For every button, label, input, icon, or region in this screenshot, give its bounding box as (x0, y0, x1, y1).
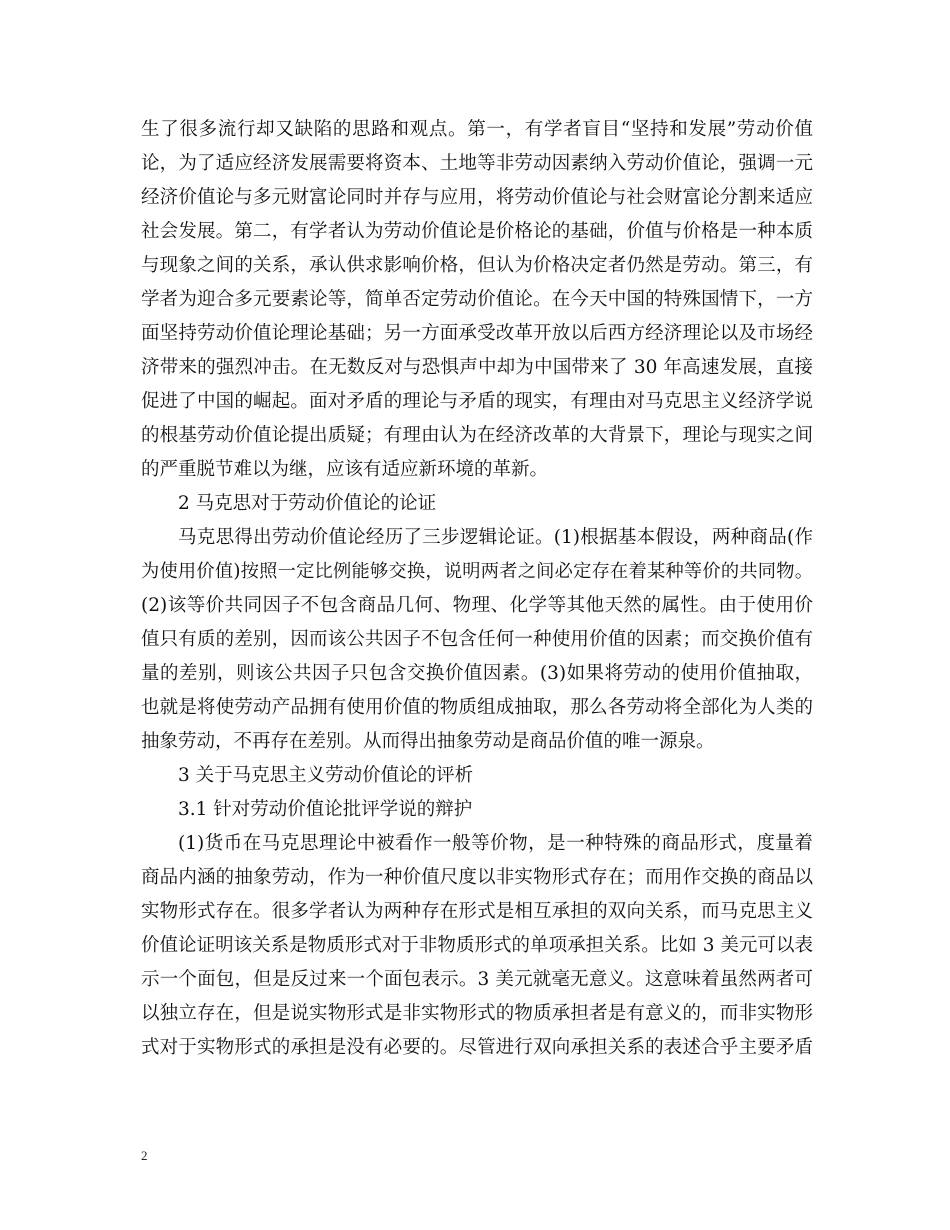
body-line: 经济价值论与多元财富论同时并存与应用，将劳动价值论与社会财富论分割来适应 (141, 187, 813, 208)
body-line: 的根基劳动价值论提出质疑；有理由认为在经济改革的大背景下，理论与现实之间 (141, 425, 813, 446)
body-line: 促进了中国的崛起。面对矛盾的理论与矛盾的现实，有理由对马克思主义经济学说 (141, 391, 813, 412)
body-line: 以独立存在，但是说实物形式是非实物形式的物质承担者是有意义的，而非实物形 (141, 1003, 813, 1024)
page-number: 2 (141, 1148, 148, 1163)
subsection-heading: 3.1 针对劳动价值论批评学说的辩护 (178, 799, 473, 820)
body-line: 的严重脱节难以为继，应该有适应新环境的革新。 (141, 459, 549, 480)
body-line: 商品内涵的抽象劳动，作为一种价值尺度以非实物形式存在；而用作交换的商品以 (141, 867, 813, 888)
body-line: 社会发展。第二，有学者认为劳动价值论是价格论的基础，价值与价格是一种本质 (141, 221, 813, 242)
body-line: 为使用价值)按照一定比例能够交换，说明两者之间必定存在着某种等价的共同物。 (141, 561, 813, 582)
body-line: 示一个面包，但是反过来一个面包表示。3 美元就毫无意义。这意味着虽然两者可 (141, 969, 813, 990)
body-line: 也就是将使劳动产品拥有使用价值的物质组成抽取，那么各劳动将全部化为人类的 (141, 697, 813, 718)
section-heading: 3 关于马克思主义劳动价值论的评析 (178, 765, 474, 786)
body-line: 价值论证明该关系是物质形式对于非物质形式的单项承担关系。比如 3 美元可以表 (141, 935, 813, 956)
body-line: 抽象劳动，不再存在差别。从而得出抽象劳动是商品价值的唯一源泉。 (141, 731, 715, 752)
body-line: 学者为迎合多元要素论等，简单否定劳动价值论。在今天中国的特殊国情下，一方 (141, 289, 813, 310)
body-line: 面坚持劳动价值论理论基础；另一方面承受改革开放以后西方经济理论以及市场经 (141, 323, 813, 344)
body-line: 式对于实物形式的承担是没有必要的。尽管进行双向承担关系的表述合乎主要矛盾 (141, 1037, 813, 1058)
body-line: 济带来的强烈冲击。在无数反对与恐惧声中却为中国带来了 30 年高速发展，直接 (141, 357, 813, 378)
body-line: 量的差别，则该公共因子只包含交换价值因素。(3)如果将劳动的使用价值抽取， (141, 663, 813, 684)
body-line: 生了很多流行却又缺陷的思路和观点。第一，有学者盲目“坚持和发展”劳动价值 (141, 119, 813, 140)
paragraph-first-line: (1)货币在马克思理论中被看作一般等价物，是一种特殊的商品形式，度量着 (178, 833, 813, 854)
body-line: 与现象之间的关系，承认供求影响价格，但认为价格决定者仍然是劳动。第三，有 (141, 255, 813, 276)
document-body (141, 113, 813, 1065)
section-heading: 2 马克思对于劳动价值论的论证 (178, 493, 437, 514)
body-line: 论，为了适应经济发展需要将资本、土地等非劳动因素纳入劳动价值论，强调一元 (141, 153, 813, 174)
body-line: 实物形式存在。很多学者认为两种存在形式是相互承担的双向关系，而马克思主义 (141, 901, 813, 922)
body-line: (2)该等价共同因子不包含商品几何、物理、化学等其他天然的属性。由于使用价 (141, 595, 813, 616)
paragraph-first-line: 马克思得出劳动价值论经历了三步逻辑论证。(1)根据基本假设，两种商品(作 (178, 527, 813, 548)
body-line: 值只有质的差别，因而该公共因子不包含任何一种使用价值的因素；而交换价值有 (141, 629, 813, 650)
